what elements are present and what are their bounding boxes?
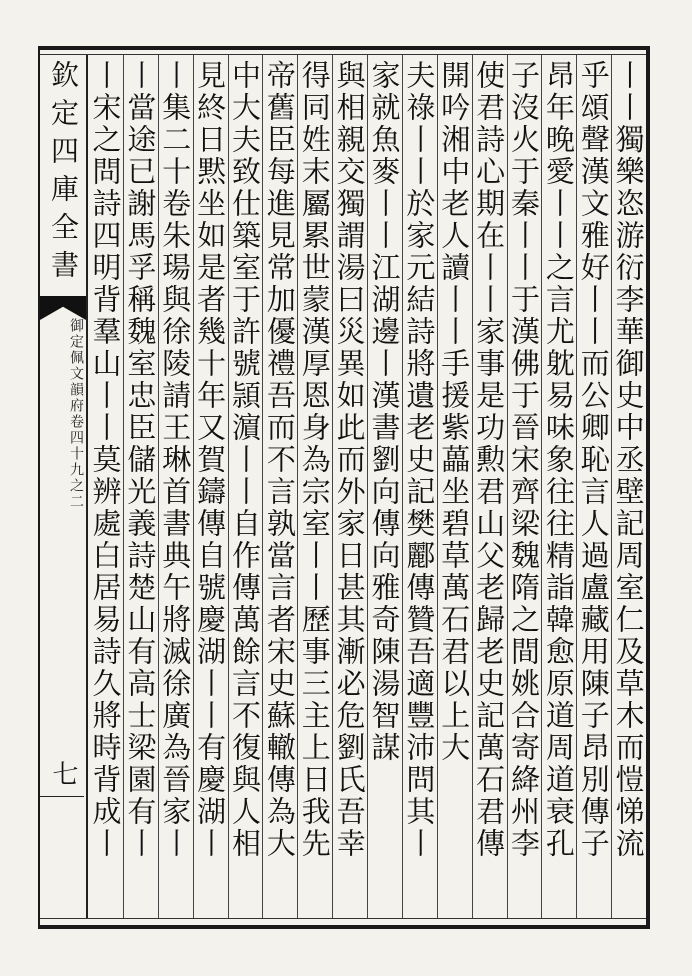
frame-top-border: [38, 46, 650, 50]
frame-top-inner-border: [38, 54, 650, 55]
book-title: 欽定四庫全書: [47, 60, 80, 288]
text-column: 夫祿丨丨於家元結詩將遺老史記樊酈傳贊吾適豐沛問其丨: [402, 60, 437, 860]
text-column: 昂年晚愛丨丨之言尤躭易味象往往精詣韓愈原道周道衰孔: [541, 60, 576, 860]
text-column: 中大夫致仕築室于許號頴濵丨丨自作傳萬餘言不復與人相: [227, 60, 262, 860]
text-column: 乎頌聲漢文雅好丨丨而公卿恥言人過盧藏用陳子昂別傳子: [576, 60, 611, 860]
text-column: 丨宋之問詩四明背羣山丨丨莫辨處白居易詩久將時背成丨: [88, 60, 123, 860]
text-column: 丨當途已謝馬孚稱魏室忠臣儲光義詩楚山有高士梁園有丨: [123, 60, 158, 860]
text-column: 見終日黙坐如是者幾十年又賀鑄傳自號慶湖丨丨有慶湖丨: [193, 60, 228, 860]
text-column: 與相親交獨謂湯曰災異如此而外家日甚其漸必危劉氏吾幸: [332, 60, 367, 860]
text-column: 丨集二十卷朱瑒與徐陵請王琳首書典午將滅徐廣為晉家丨: [158, 60, 193, 860]
page-number: 七: [48, 760, 78, 786]
text-column: 家就魚麥丨丨江湖邊丨漢書劉向傳向雅奇陳湯智謀: [367, 60, 402, 764]
page-number-rule: [40, 796, 84, 797]
text-column: 子沒火于秦丨丨于漢佛于晉宋齊梁魏隋之間姚合寄絳州李: [506, 60, 541, 860]
text-column: 開吟湘中老人讀丨丨手援紫藟坐碧草萬石君以上大: [437, 60, 472, 764]
volume-label: 卷四十九之二: [68, 414, 84, 510]
frame-bottom-border: [38, 925, 650, 929]
work-title: 御定佩文韻府: [68, 318, 84, 414]
text-column: 得同姓末屬累世蒙漢厚恩身為宗室丨丨歷事三主上日我先: [297, 60, 332, 860]
text-column: 丨丨獨樂恣游衍李華御史中丞壁記周室仁及草木而愷悌流: [611, 60, 646, 860]
section-title: [42, 318, 86, 638]
text-column: 帝舊臣每進見常加優禮吾而不言孰當言者宋史蘇轍傳為大: [262, 60, 297, 860]
text-column: 使君詩心期在丨丨家事是功勲君山父老歸老史記萬石君傳: [472, 60, 507, 860]
frame-bottom-inner-border: [38, 918, 650, 919]
